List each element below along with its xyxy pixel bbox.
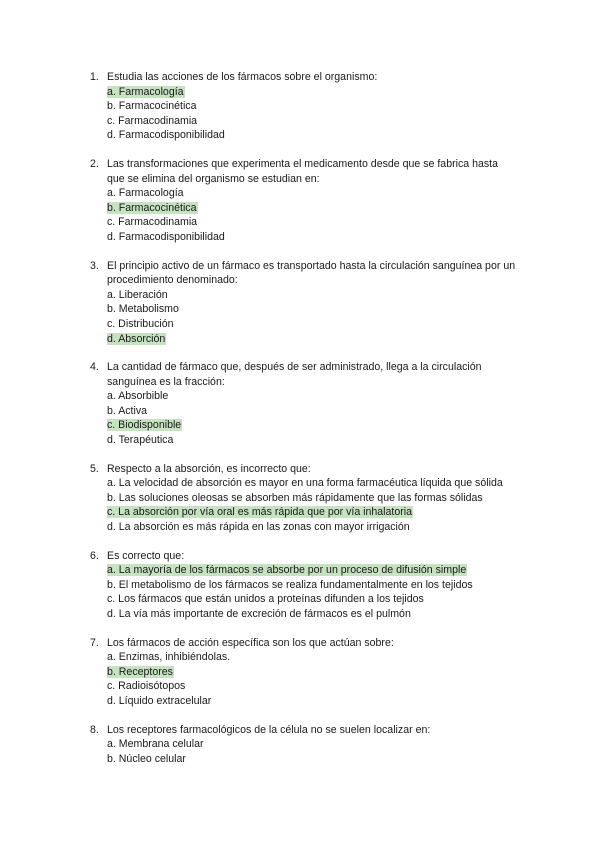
answer-option-text: a. Enzimas, inhibiéndolas. <box>107 651 231 664</box>
answer-option-text: a. La mayoría de los fármacos se absorbe por un proceso de difusión simple <box>107 564 467 577</box>
answer-option <box>107 186 560 201</box>
question-text: La cantidad de fármaco que, después de ser administrado, llega a la circulación sanguínea es la fracción: <box>107 361 482 388</box>
answer-option-text: b. Metabolismo <box>107 303 179 316</box>
answer-option-text: a. Membrana celular <box>107 738 204 751</box>
answer-option <box>107 607 560 622</box>
answer-option-text: b. Receptores <box>107 665 173 678</box>
question-5 <box>90 462 560 535</box>
answer-option-correct <box>107 665 560 680</box>
answer-option-correct <box>107 505 560 520</box>
answer-option-text: c. Farmacodinamia <box>107 114 198 127</box>
answer-option-text: a. La velocidad de absorción es mayor en una forma farmacéutica líquida que sólida <box>107 477 503 490</box>
answer-options <box>107 186 560 244</box>
answer-option-text: c. Radioisótopos <box>107 680 186 693</box>
answer-option <box>107 752 560 767</box>
question-text: Los fármacos de acción específica son los que actúan sobre: <box>107 636 394 649</box>
question-text: Los receptores farmacológicos de la célula no se suelen localizar en: <box>107 723 431 736</box>
answer-option-text: a. Liberación <box>107 288 168 301</box>
question-stem <box>90 549 560 564</box>
answer-option-text: c. Los fármacos que están unidos a proteínas difunden a los tejidos <box>107 593 424 606</box>
answer-option <box>107 491 560 506</box>
answer-option-text: b. El metabolismo de los fármacos se realiza fundamentalmente en los tejidos <box>107 578 473 591</box>
answer-option-text: d. Farmacodisponibilidad <box>107 230 225 243</box>
question-stem <box>90 259 560 288</box>
answer-option <box>107 520 560 535</box>
question-3 <box>90 259 560 347</box>
question-number: 8. <box>90 723 99 736</box>
answer-option <box>107 114 560 129</box>
question-number: 6. <box>90 549 99 562</box>
answer-option <box>107 288 560 303</box>
answer-option-text: d. La absorción es más rápida en las zonas con mayor irrigación <box>107 521 410 534</box>
question-text: Es correcto que: <box>107 549 185 562</box>
question-1 <box>90 70 560 143</box>
answer-option <box>107 679 560 694</box>
question-number: 7. <box>90 636 99 649</box>
answer-option <box>107 317 560 332</box>
question-text: Las transformaciones que experimenta el medicamento desde que se fabrica hasta que se elimina del organismo se estudian en: <box>107 157 499 185</box>
answer-options <box>107 563 560 621</box>
answer-option-correct <box>107 418 560 433</box>
answer-option <box>107 592 560 607</box>
question-number: 2. <box>90 157 99 170</box>
answer-option <box>107 694 560 709</box>
answer-option <box>107 215 560 230</box>
answer-option <box>107 476 560 491</box>
answer-option <box>107 433 560 448</box>
question-stem <box>90 462 560 477</box>
answer-option-text: d. La vía más importante de excreción de fármacos es el pulmón <box>107 608 411 620</box>
question-number: 1. <box>90 71 99 83</box>
answer-option <box>107 650 560 665</box>
answer-option <box>107 230 560 245</box>
answer-options <box>107 85 560 143</box>
answer-option-correct <box>107 332 560 347</box>
answer-option-text: b. Núcleo celular <box>107 752 186 765</box>
answer-option-text: a. Farmacología <box>107 85 184 98</box>
answer-option-text: b. Farmacocinética <box>107 201 197 214</box>
answer-options <box>107 650 560 708</box>
answer-option-text: d. Absorción <box>107 332 166 345</box>
question-text: El principio activo de un fármaco es transportado hasta la circulación sanguínea por un procedimiento denominado: <box>107 259 516 287</box>
question-6 <box>90 549 560 622</box>
answer-option-text: c. Distribución <box>107 317 174 330</box>
answer-option-correct <box>107 563 560 578</box>
answer-option-text: c. Biodisponible <box>107 419 182 432</box>
answer-options <box>107 476 560 534</box>
question-stem <box>90 723 560 738</box>
question-2 <box>90 157 560 245</box>
question-7 <box>90 636 560 709</box>
answer-option <box>107 404 560 419</box>
answer-option-text: b. Activa <box>107 404 148 417</box>
answer-option-correct <box>107 201 560 216</box>
answer-option-text: c. La absorción por vía oral es más rápida que por vía inhalatoria <box>107 506 413 519</box>
answer-option-text: d. Líquido extracelular <box>107 694 212 707</box>
question-stem <box>90 636 560 651</box>
answer-option-correct <box>107 85 560 100</box>
answer-option <box>107 302 560 317</box>
answer-option <box>107 578 560 593</box>
question-number: 5. <box>90 462 99 475</box>
question-text: Respecto a la absorción, es incorrecto que: <box>107 462 311 475</box>
answer-option-text: b. Las soluciones oleosas se absorben más rápidamente que las formas sólidas <box>107 491 483 504</box>
question-8 <box>90 723 560 767</box>
question-4 <box>90 360 560 448</box>
answer-option-text: a. Absorbible <box>107 390 169 403</box>
answer-option <box>107 128 560 143</box>
question-number: 4. <box>90 361 99 374</box>
answer-option-text: a. Farmacología <box>107 187 184 200</box>
answer-option-text: d. Terapéutica <box>107 434 174 447</box>
answer-options <box>107 288 560 346</box>
question-stem <box>90 70 560 85</box>
answer-option <box>107 737 560 752</box>
answer-option-text: d. Farmacodisponibilidad <box>107 129 225 142</box>
answer-options <box>107 737 560 766</box>
question-stem <box>90 157 560 186</box>
question-stem <box>90 360 560 389</box>
answer-option-text: b. Farmacocinética <box>107 100 197 113</box>
question-number: 3. <box>90 259 99 272</box>
answer-option <box>107 99 560 114</box>
answer-option <box>107 389 560 404</box>
question-text: Estudia las acciones de los fármacos sobre el organismo: <box>107 71 378 83</box>
answer-options <box>107 389 560 447</box>
answer-option-text: c. Farmacodinamia <box>107 216 198 229</box>
